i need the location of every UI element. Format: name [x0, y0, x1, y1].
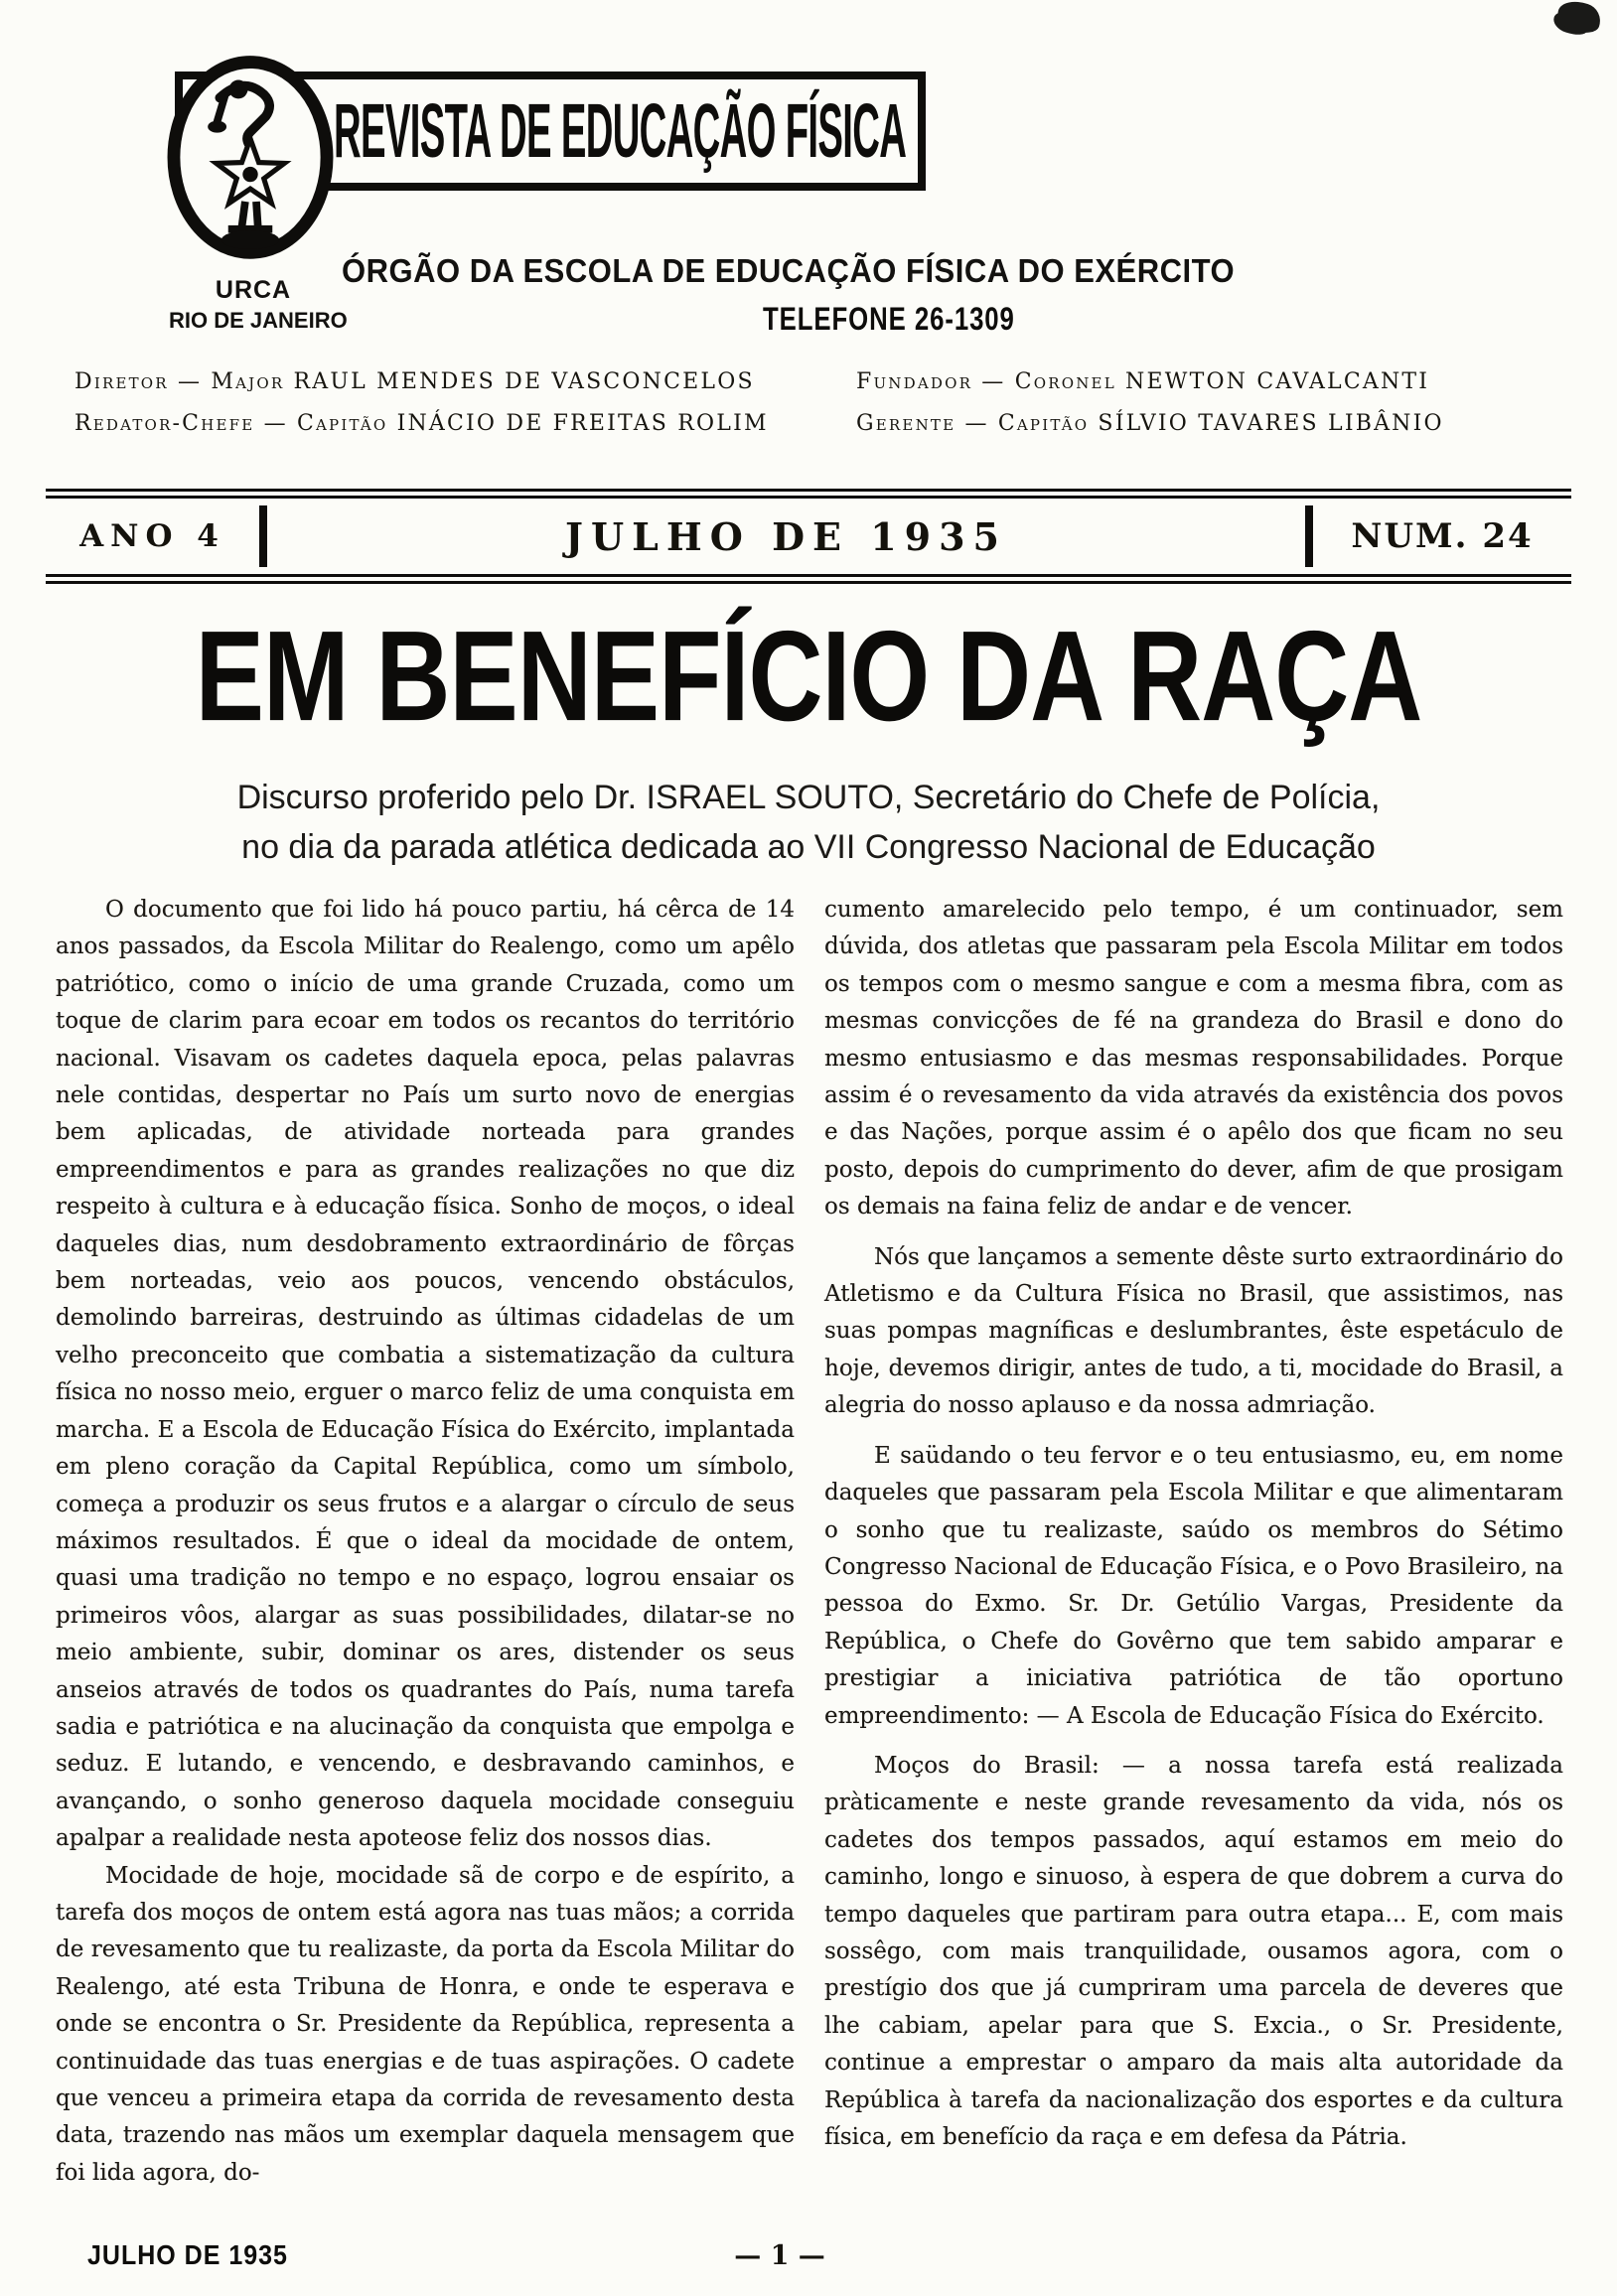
article-title: EM BENEFÍCIO DA RAÇA — [195, 605, 1422, 749]
page-footer — [0, 2240, 1617, 2280]
founder-line: Fundador — Coronel NEWTON CAVALCANTI — [856, 369, 1430, 394]
magazine-title: REVISTA DE EDUCAÇÃO FÍSICA — [334, 88, 907, 174]
discus — [208, 121, 226, 133]
banner-divider-right — [1305, 505, 1313, 567]
organ-line: ÓRGÃO DA ESCOLA DE EDUCAÇÃO FÍSICA DO EXÉRCITO — [342, 252, 1236, 290]
article-body — [56, 892, 1563, 2192]
footer-date: JULHO DE 1935 — [87, 2240, 288, 2271]
issue-date: JULHO DE 1935 — [565, 513, 1007, 559]
editor-chief-line: Redator-Chefe — Capitão INÁCIO DE FREITAS ROLIM — [74, 411, 769, 436]
issue-banner — [46, 489, 1571, 584]
staff-right-column — [856, 369, 1571, 453]
paragraph: Mocidade de hoje, mocidade sã de corpo e de espírito, a tarefa dos moços de ontem está agora nas tuas mãos; a corrida de revesamento que tu realizaste, da porta da Escola Militar do Realengo, até esta Tribuna de Honra, e onde te esperava e onde se encontra o Sr. Presidente da República, representa a continuidade das tuas energias e de tuas aspirações. O cadete que venceu a primeira etapa da corrida de revesamento desta data, trazendo nas mãos um exemplar daquela mensagem que foi lida agora, do- — [56, 1862, 795, 2186]
paragraph: Nós que lançamos a semente dêste surto extraordinário do Atletismo e da Cultura Física no Brasil, que assistimos, nas suas pompas magníficas e deslumbrantes, êste espetáculo de hoje, devemos dirigir, antes de tudo, a ti, mocidade do Brasil, a alegria do nosso aplauso e da nossa admriação. — [824, 1243, 1563, 1419]
director-line: Diretor — Major RAUL MENDES DE VASCONCELOS — [74, 369, 755, 394]
issue-number: NUM. 24 — [1351, 516, 1534, 556]
issue-year: ANO 4 — [79, 518, 225, 554]
manager-line: Gerente — Capitão SÍLVIO TAVARES LIBÂNIO — [856, 411, 1444, 436]
paragraph: cumento amarelecido pelo tempo, é um continuador, sem dúvida, dos atletas que passaram pela Escola Militar em todos os tempos com o mesmo sangue e com a mesma fibra, com as mesmas convicções de fé na grandeza do Brasil e dono do mesmo entusiasmo e das mesmas responsabilidades. Porque assim é o revesamento da vida através da existência dos povos e das Nações, porque assim é o apêlo dos que ficam no seu posto, depois do cumprimento do dever, afim de que prosigam os demais na faina feliz de andar e de vencer. — [824, 897, 1563, 1220]
page-number: — 1 — — [734, 2240, 825, 2271]
pedestal — [221, 230, 279, 249]
ink-smudge-decoration — [1553, 0, 1604, 38]
banner-divider-left — [259, 505, 267, 567]
staff-left-column — [74, 369, 809, 453]
paragraph: O documento que foi lido há pouco partiu, há cêrca de 14 anos passados, da Escola Militar do Realengo, como um apêlo patriótico, como o início de uma grande Cruzada, como um toque de clarim para ecoar em todos os recantos do território nacional. Visavam os cadetes daquela epoca, pelas palavras nele contidas, despertar no País um surto novo de energias bem aplicadas, de atividade norteada para grandes empreendimentos e para as grandes realizações no que diz respeito à cultura e à educação física. Sonho de moços, o ideal daqueles dias, num desdobramento extraordinário de fôrças bem norteadas, veio aos poucos, vencendo obstáculos, demolindo barreiras, destruindo as últimas cidadelas de um velho preconceito que combatia a sistematização da cultura física no nosso meio, erguer o marco feliz de uma conquista em marcha. E a Escola de Educação Física do Exército, implantada em pleno coração da Capital República, como um símbolo, começa a produzir os seus frutos e a alargar o círculo de seus máximos resultados. É que o ideal da mocidade de ontem, quasi uma tradição no tempo e no espaço, logrou ensaiar os primeiros vôos, alargar as suas possibilidades, dilatar-se no meio ambiente, subir, dominar os ares, distender os seus anseios através de todos os quadrantes do País, numa tarefa sadia e patriótica e na alucinação da conquista que empolga e seduz. E lutando, e vencendo, e desbravando caminhos, e avançando, o sonho generoso daquela mocidade conseguiu apalpar a realidade nesta apoteose feliz dos nossos dias. — [56, 897, 795, 1852]
discus-thrower-star-emblem-icon — [165, 54, 336, 266]
left-column — [56, 892, 795, 2192]
article-subtitle-line-1: Discurso proferido pelo Dr. ISRAEL SOUTO, Secretário do Chefe de Polícia, — [236, 779, 1381, 816]
article-subtitle — [0, 773, 1617, 872]
location-block — [169, 276, 348, 334]
location-line-1: URCA — [215, 276, 292, 304]
location-line-2: RIO DE JANEIRO — [169, 308, 348, 333]
paragraph: E saüdando o teu fervor e o teu entusiasmo, eu, em nome daqueles que passaram pela Escola Militar e que alimentaram o sonho que tu realizaste, saúdo os membros do Sétimo Congresso Nacional de Educação Física, e o Povo Brasileiro, na pessoa do Exmo. Sr. Dr. Getúlio Vargas, Presidente da República, o Chefe do Govêrno que tem sabido amparar e prestigiar a iniciativa patriótica de tão oportuno empreendimento: — A Escola de Educação Física do Exército. — [824, 1442, 1563, 1729]
right-column — [824, 892, 1563, 2192]
paragraph: Moços do Brasil: — a nossa tarefa está realizada pràticamente e neste grande revesamento da vida, nós os cadetes dos tempos passados, aquí estamos em meio do caminho, longo e sinuoso, à espera de que dobrem a curva do tempo daqueles que partiram para outra etapa... E, com mais sossêgo, com mais tranquilidade, ousamos agora, com o prestígio dos que já cumpriram uma parcela de deveres que lhe cabiam, apelar para que S. Excia., o Sr. Presidente, continue a emprestar o amparo da mais alta autoridade da República à tarefa da nacionalização dos esportes e da cultura física, em benefício da raça e em defesa da Pátria. — [824, 1752, 1563, 2150]
article-subtitle-line-2: no dia da parada atlética dedicada ao VII Congresso Nacional de Educação — [241, 828, 1376, 866]
telephone-line: TELEFONE 26-1309 — [763, 301, 1015, 337]
